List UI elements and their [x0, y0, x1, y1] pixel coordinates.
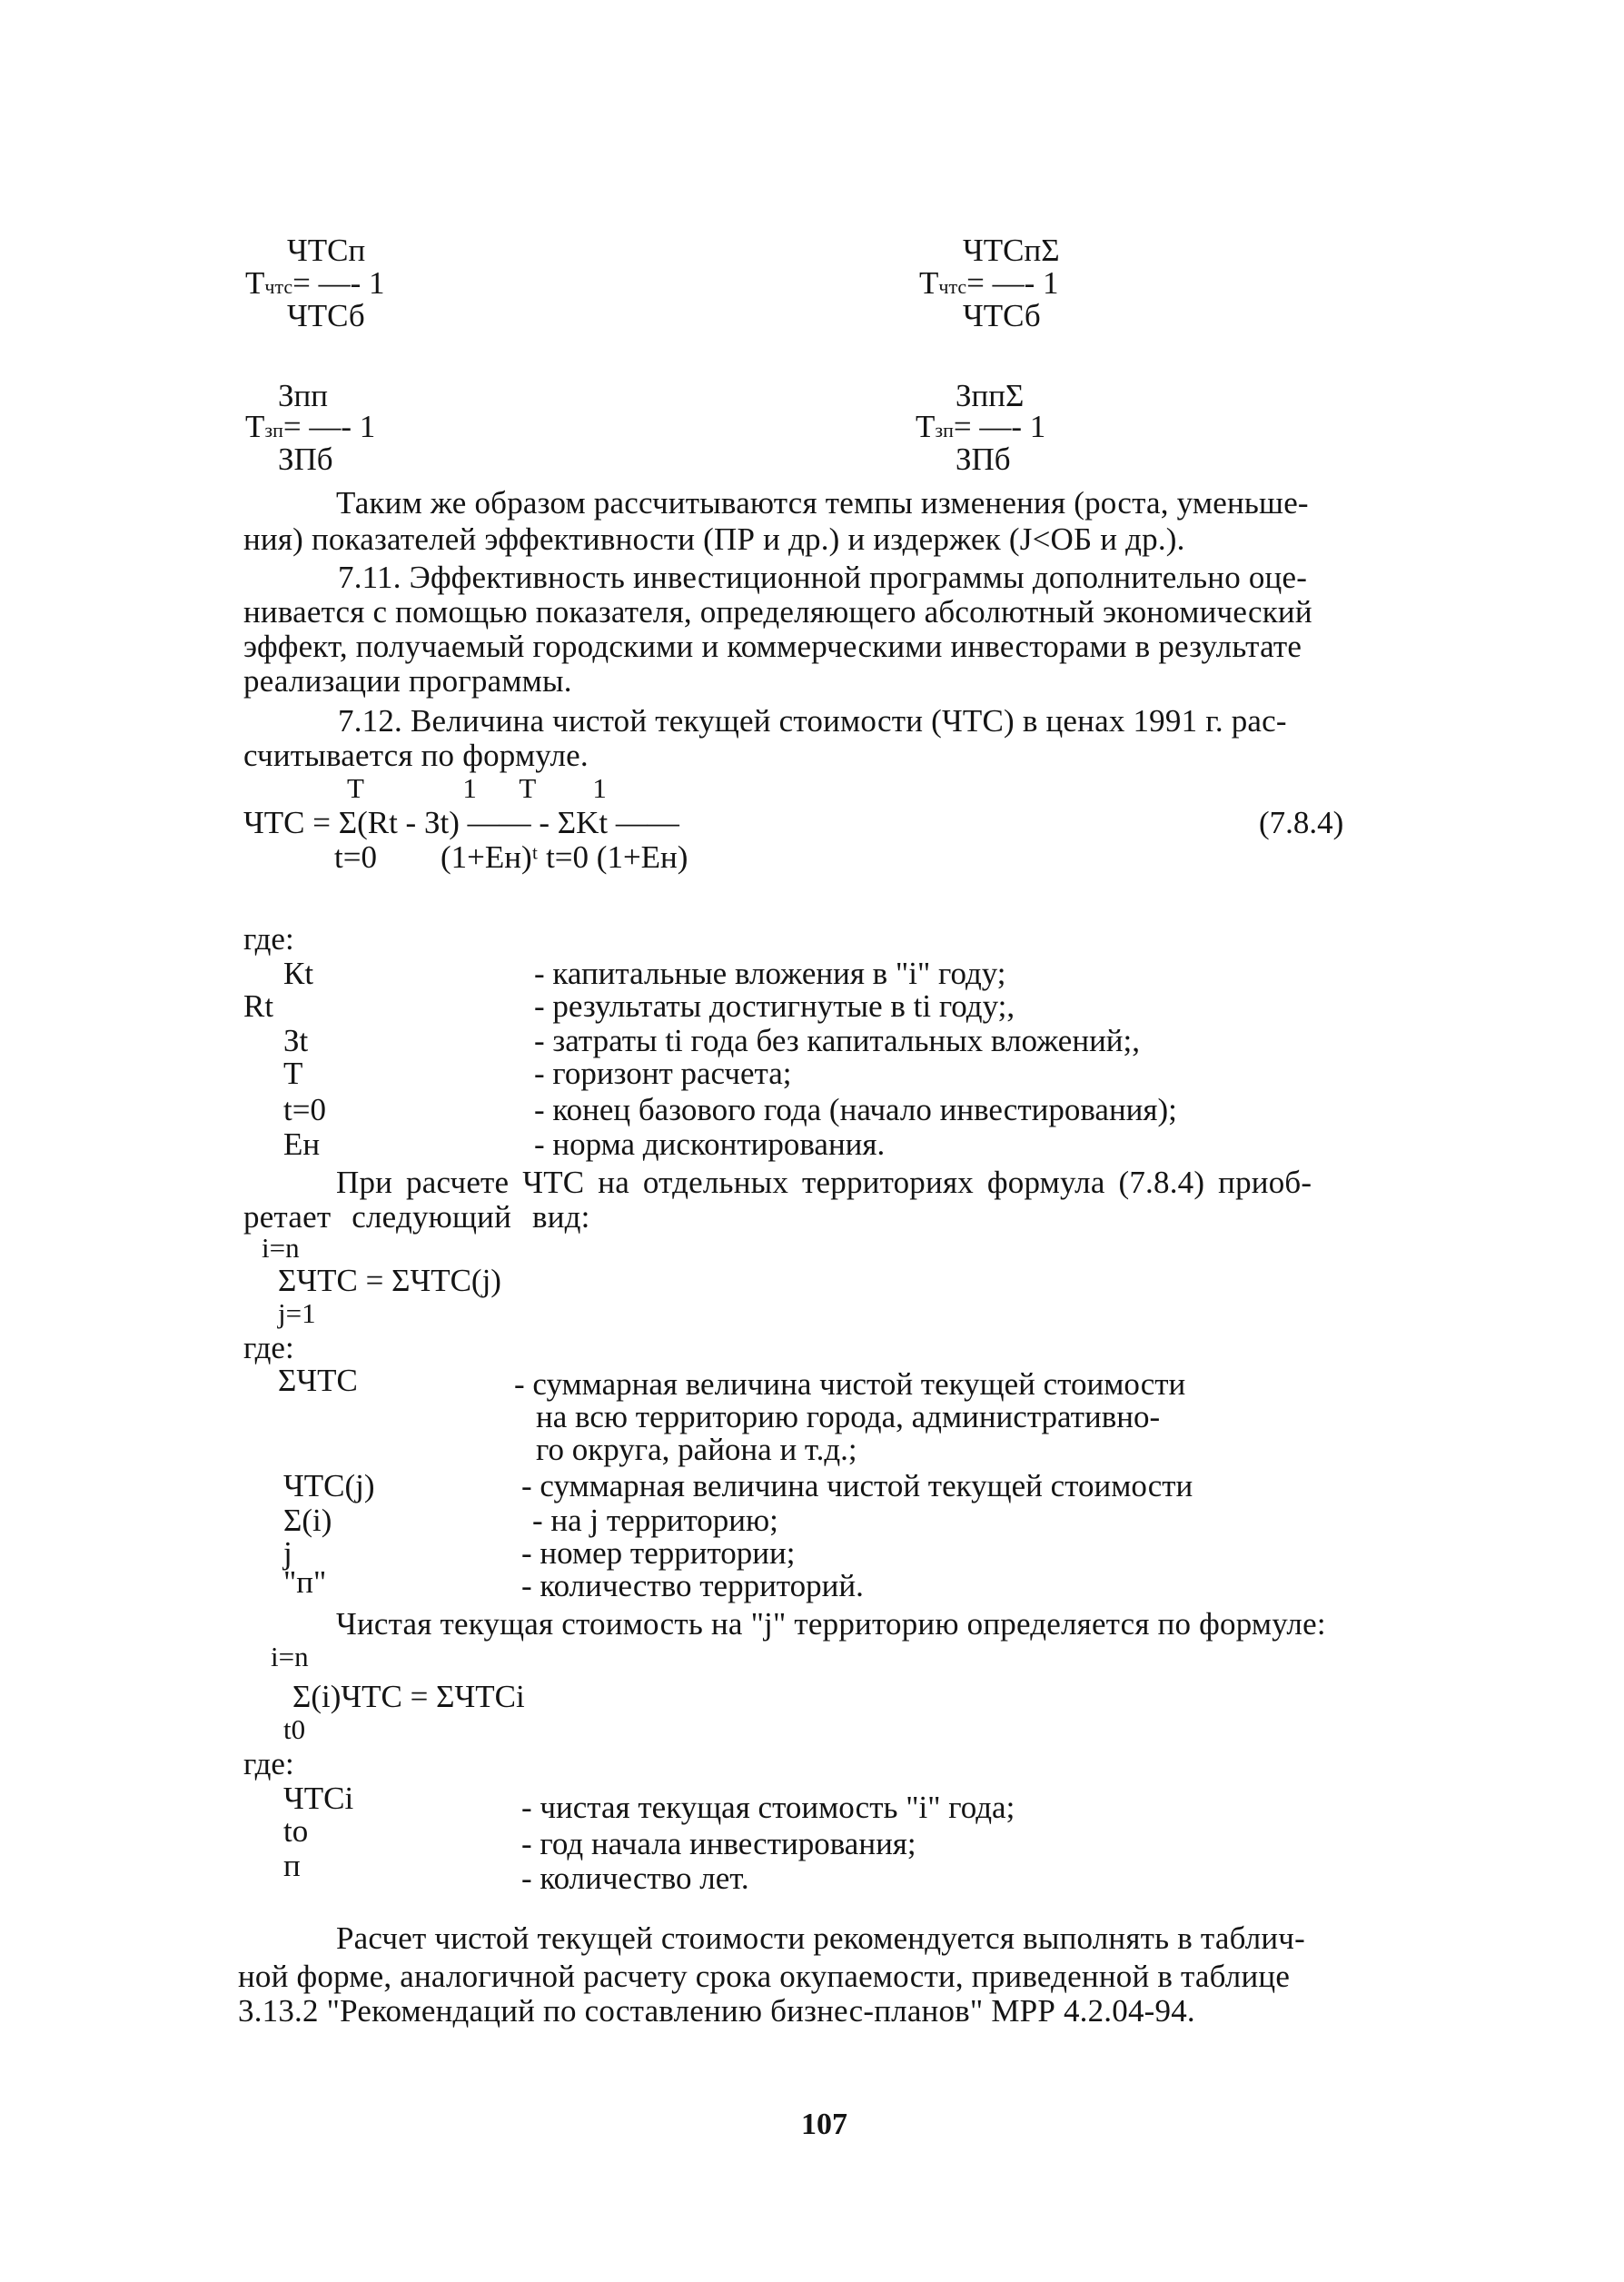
formula-784-main: ЧТС = Σ(Rt - Зt) —— - ΣKt —— [243, 805, 679, 840]
formula-sum-main: ΣЧТС = ΣЧТС(j) [278, 1263, 501, 1298]
where-desc: - количество лет. [521, 1860, 749, 1896]
formula-tzp-left-t: Т [245, 409, 265, 444]
where-term: Т [283, 1056, 303, 1091]
where-desc: - капитальные вложения в "i" году; [534, 956, 1006, 991]
where-term: п [283, 1848, 301, 1883]
where-term: ЧТС(j) [283, 1468, 375, 1503]
formula-tzp-left-denominator: ЗПб [278, 442, 333, 477]
paragraph-line: Таким же образом рассчитываются темпы изменения (роста, уменьше- [336, 485, 1309, 521]
paragraph-line: реализации программы. [243, 663, 572, 699]
formula-tzp-left-sub: зп [264, 419, 283, 442]
where-desc: - конец базового года (начало инвестирования); [534, 1092, 1177, 1127]
formula-tchts-right-lhs [919, 267, 1059, 299]
formula-ntsj-main: Σ(i)ЧТС = ΣЧТСi [292, 1679, 525, 1714]
paragraph-line: нивается с помощью показателя, определяющего абсолютный экономический [243, 594, 1312, 630]
where-desc: - суммарная величина чистой текущей стоимости [521, 1468, 1193, 1503]
where-label: где: [243, 921, 294, 957]
where-label: где: [243, 1330, 294, 1365]
paragraph-line: 7.12. Величина чистой текущей стоимости (ЧТС) в ценах 1991 г. рас- [338, 703, 1287, 739]
formula-tzp-left-rhs: = —- 1 [282, 409, 376, 444]
formula-ntsj-upper-limit: i=n [271, 1641, 309, 1672]
formula-ntsj-lower-limit: t0 [283, 1713, 306, 1745]
where-term: to [283, 1813, 309, 1849]
paragraph-line: Расчет чистой текущей стоимости рекомендуется выполнять в таблич- [336, 1920, 1305, 1956]
formula-tchts-left-numerator: ЧТСп [287, 233, 366, 268]
paragraph-line: эффект, получаемый городскими и коммерческими инвесторами в результате [243, 629, 1302, 664]
formula-tzp-left-lhs [245, 411, 375, 442]
formula-tchts-left-sub: чтс [264, 275, 293, 298]
where-term: Ен [283, 1126, 321, 1162]
where-desc: - суммарная величина чистой текущей стоимости [514, 1366, 1186, 1402]
formula-tchts-left-rhs: = —- 1 [292, 265, 385, 301]
formula-tzp-right-sub: зп [935, 419, 954, 442]
where-desc: го округа, района и т.д.; [536, 1432, 857, 1467]
where-desc: - результаты достигнутые в ti году;, [534, 988, 1015, 1024]
formula-tchts-right-sub: чтс [938, 275, 967, 298]
where-term: Кt [283, 956, 314, 991]
where-desc: - количество территорий. [521, 1568, 864, 1603]
formula-tchts-right-denominator: ЧТСб [963, 298, 1041, 333]
where-term: ΣЧТС [278, 1363, 358, 1398]
where-term: Σ(i) [283, 1503, 332, 1538]
formula-tchts-right-t: Т [919, 265, 939, 301]
where-term: j [283, 1535, 292, 1571]
where-term: t=0 [283, 1092, 326, 1127]
where-desc: на всю территорию города, административно- [536, 1399, 1161, 1434]
where-desc: - номер территории; [521, 1535, 796, 1571]
where-label: где: [243, 1746, 294, 1781]
where-desc: - норма дисконтирования. [534, 1126, 886, 1162]
where-desc: - горизонт расчета; [534, 1056, 792, 1091]
formula-tzp-left-numerator: Зпп [278, 378, 328, 413]
where-desc: - год начала инвестирования; [521, 1826, 916, 1861]
where-term: Зt [283, 1023, 309, 1058]
formula-sum-upper-limit: i=n [262, 1232, 300, 1264]
paragraph-line: При расчете ЧТС на отдельных территориях формула (7.8.4) приоб- [336, 1165, 1312, 1200]
where-term: Rt [243, 988, 274, 1024]
formula-784-number: (7.8.4) [1259, 805, 1344, 840]
formula-tchts-right-rhs: = —- 1 [966, 265, 1059, 301]
formula-tzp-right-t: Т [916, 409, 936, 444]
paragraph-line: ния) показателей эффективности (ПР и др.) и издержек (J<ОБ и др.). [243, 521, 1185, 557]
paragraph-line: ной форме, аналогичной расчету срока окупаемости, приведенной в таблице [238, 1959, 1291, 1994]
formula-tchts-left-lhs [245, 267, 385, 299]
formula-tchts-right-numerator: ЧТСпΣ [963, 233, 1060, 268]
formula-tzp-right-numerator: ЗппΣ [956, 378, 1025, 413]
formula-tchts-left-t: Т [245, 265, 265, 301]
where-desc: - чистая текущая стоимость "i" года; [521, 1790, 1015, 1825]
formula-tzp-right-rhs: = —- 1 [953, 409, 1046, 444]
where-term: "п" [283, 1564, 327, 1600]
formula-sum-lower-limit: j=1 [278, 1297, 316, 1329]
formula-784-lower-limits: t=0 (1+Ен)ᵗ t=0 (1+Ен) [334, 839, 688, 875]
formula-tchts-left-denominator: ЧТСб [287, 298, 365, 333]
where-desc: - затраты ti года без капитальных вложений;, [534, 1023, 1140, 1058]
formula-tzp-right-denominator: ЗПб [956, 442, 1011, 477]
where-desc: - на j территорию; [532, 1503, 778, 1538]
paragraph-line: 3.13.2 "Рекомендаций по составлению бизнес-планов" МРР 4.2.04-94. [238, 1993, 1195, 2029]
paragraph-line: считывается по формуле. [243, 738, 589, 773]
paragraph-line: ретает следующий вид: [243, 1199, 590, 1235]
where-term: ЧТСi [283, 1781, 354, 1816]
paragraph-line: Чистая текущая стоимость на "j" территорию определяется по формуле: [336, 1606, 1326, 1642]
page-number: 107 [801, 2108, 847, 2141]
formula-784-upper-limits: Т 1 Т 1 [347, 772, 607, 804]
formula-tzp-right-lhs [916, 411, 1045, 442]
paragraph-line: 7.11. Эффективность инвестиционной программы дополнительно оце- [338, 560, 1308, 595]
